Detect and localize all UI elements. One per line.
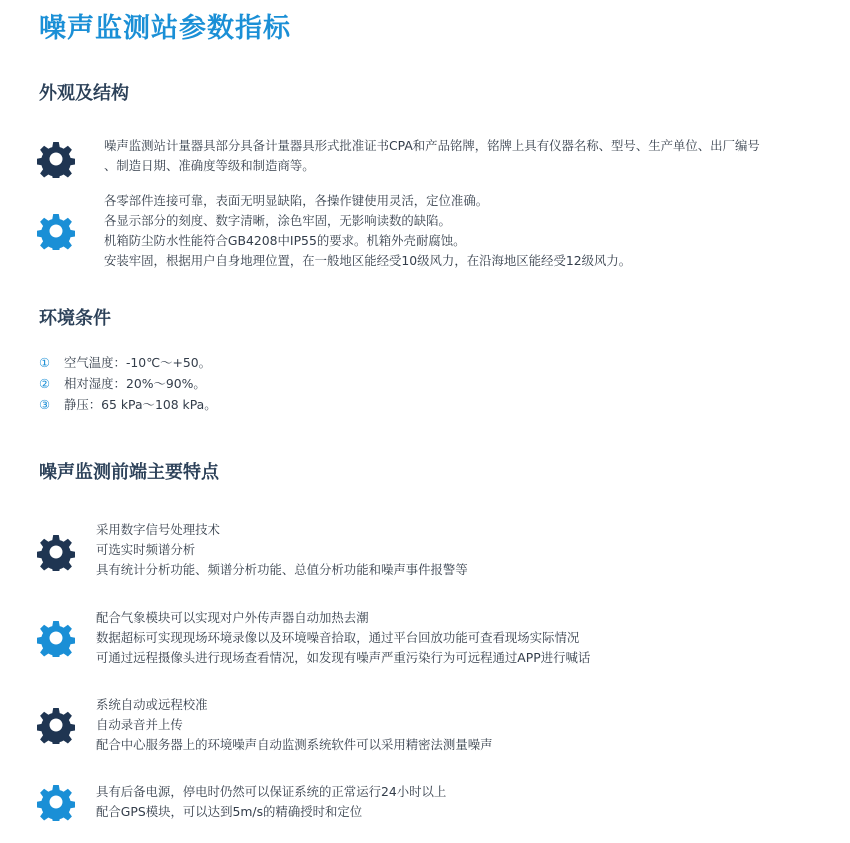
gear-icon [37,619,75,657]
section-heading-features: 噪声监测前端主要特点 [39,462,219,483]
list-item [39,373,217,394]
text-line: 数据超标可实现现场环境录像以及环境噪音拾取，通过平台回放功能可查看现场实际情况 [96,630,580,645]
appearance-block-1 [104,136,760,176]
list-text: 空气温度：-10℃～+50。 [64,355,212,370]
gear-icon [37,706,75,744]
page-title: 噪声监测站参数指标 [39,13,291,44]
text-line: 具有后备电源，停电时仍然可以保证系统的正常运行24小时以上 [96,784,447,799]
text-line: 各显示部分的刻度、数字清晰，涂色牢固，无影响读数的缺陷。 [104,213,451,228]
features-block-3 [96,695,493,755]
list-number: ① [39,355,51,370]
gear-icon [37,140,75,178]
list-item [39,394,217,415]
list-text: 静压：65 kPa～108 kPa。 [64,397,217,412]
text-line: 可选实时频谱分析 [96,542,196,557]
text-line: 噪声监测站计量器具部分具备计量器具形式批准证书CPA和产品铭牌，铭牌上具有仪器名称、型号、生产单位、出厂编号 [104,138,760,153]
gear-icon [37,212,75,250]
text-line: 系统自动或远程校准 [96,697,208,712]
text-line: 安装牢固，根据用户自身地理位置，在一般地区能经受10级风力，在沿海地区能经受12级风力。 [104,253,632,268]
gear-icon [37,533,75,571]
text-line: 各零部件连接可靠，表面无明显缺陷，各操作键使用灵活，定位准确。 [104,193,489,208]
text-line: 、制造日期、准确度等级和制造商等。 [104,158,315,173]
list-number: ② [39,376,51,391]
text-line: 具有统计分析功能、频谱分析功能、总值分析功能和噪声事件报警等 [96,562,468,577]
appearance-block-2 [104,191,631,271]
features-block-4 [96,782,446,822]
environment-list [39,352,217,415]
list-number: ③ [39,397,51,412]
features-block-1 [96,520,468,580]
text-line: 配合GPS模块，可以达到5m/s的精确授时和定位 [96,804,363,819]
gear-icon [37,783,75,821]
section-heading-appearance: 外观及结构 [39,83,129,104]
text-line: 可通过远程摄像头进行现场查看情况，如发现有噪声严重污染行为可远程通过APP进行喊话 [96,650,591,665]
text-line: 采用数字信号处理技术 [96,522,220,537]
text-line: 配合中心服务器上的环境噪声自动监测系统软件可以采用精密法测量噪声 [96,737,493,752]
features-block-2 [96,608,590,668]
section-heading-environment: 环境条件 [39,308,111,329]
list-text: 相对湿度：20%～90%。 [64,376,206,391]
text-line: 机箱防尘防水性能符合GB4208中IP55的要求。机箱外壳耐腐蚀。 [104,233,466,248]
text-line: 自动录音并上传 [96,717,183,732]
text-line: 配合气象模块可以实现对户外传声器自动加热去潮 [96,610,369,625]
list-item [39,352,217,373]
